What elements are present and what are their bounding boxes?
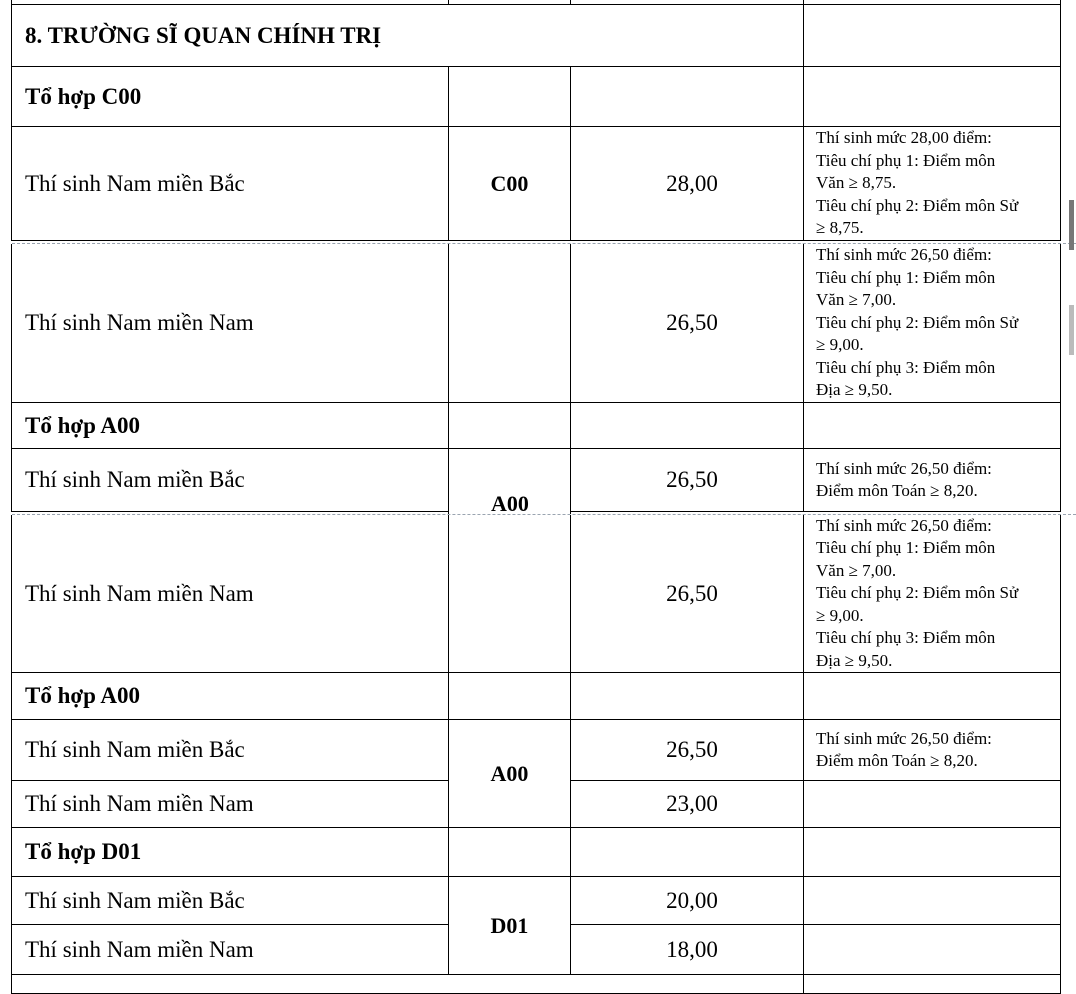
empty-cell — [448, 515, 571, 673]
group-heading: Tổ hợp C00 — [11, 66, 449, 127]
empty-cell — [570, 66, 804, 127]
note-line: ≥ 9,00. — [816, 605, 864, 625]
scrollbar-mark — [1069, 305, 1074, 355]
note-line: Tiêu chí phụ 2: Điểm môn Sử — [816, 583, 1019, 603]
note-line: Văn ≥ 7,00. — [816, 560, 897, 580]
note-line: Văn ≥ 7,00. — [816, 290, 897, 310]
group-heading: Tổ hợp A00 — [11, 402, 449, 449]
note-line: Thí sinh mức 26,50 điểm: — [816, 458, 992, 478]
empty-cell — [803, 876, 1061, 925]
score: 26,50 — [570, 448, 804, 512]
empty-cell — [803, 780, 1061, 828]
empty-cell — [803, 924, 1061, 975]
empty-cell — [448, 827, 571, 877]
row-label: Thí sinh Nam miền Bắc — [11, 126, 449, 241]
scrollbar-mark — [1069, 200, 1074, 250]
row-label: Thí sinh Nam miền Bắc — [11, 876, 449, 925]
score: 20,00 — [570, 876, 804, 925]
score: 26,50 — [570, 719, 804, 781]
note-line: Thí sinh mức 28,00 điểm: — [816, 128, 992, 148]
empty-cell — [448, 402, 571, 449]
note-line: Điểm môn Toán ≥ 8,20. — [816, 751, 978, 770]
empty-cell — [803, 402, 1061, 449]
empty-cell — [448, 244, 571, 403]
note-cell — [803, 719, 1061, 781]
row-label: Thí sinh Nam miền Bắc — [11, 719, 449, 781]
note-line: Địa ≥ 9,50. — [816, 380, 893, 400]
note-cell — [803, 515, 1061, 673]
empty-cell — [570, 827, 804, 877]
note-line: Điểm môn Toán ≥ 8,20. — [816, 481, 978, 500]
row-label: Thí sinh Nam miền Nam — [11, 924, 449, 975]
section-title: 8. TRƯỜNG SĨ QUAN CHÍNH TRỊ — [11, 4, 804, 67]
score: 26,50 — [570, 515, 804, 673]
score: 28,00 — [570, 126, 804, 241]
next-row-cell — [803, 974, 1061, 994]
note-line: Tiêu chí phụ 2: Điểm môn Sử — [816, 312, 1019, 332]
combo-code: D01 — [448, 876, 571, 975]
empty-cell — [803, 672, 1061, 720]
empty-cell — [570, 402, 804, 449]
note-line: Văn ≥ 8,75. — [816, 173, 897, 193]
note-line: Thí sinh mức 26,50 điểm: — [816, 728, 992, 748]
score: 26,50 — [570, 244, 804, 403]
row-label: Thí sinh Nam miền Nam — [11, 515, 449, 673]
empty-cell — [803, 4, 1061, 67]
combo-code: A00 — [448, 719, 571, 828]
score: 23,00 — [570, 780, 804, 828]
row-label: Thí sinh Nam miền Nam — [11, 780, 449, 828]
note-cell — [803, 244, 1061, 403]
empty-cell — [448, 66, 571, 127]
empty-cell — [448, 672, 571, 720]
group-heading: Tổ hợp A00 — [11, 672, 449, 720]
empty-cell — [570, 672, 804, 720]
combo-code: A00 — [491, 491, 529, 516]
note-line: Tiêu chí phụ 3: Điểm môn — [816, 357, 996, 377]
row-label: Thí sinh Nam miền Bắc — [11, 448, 449, 512]
note-line: Tiêu chí phụ 2: Điểm môn Sử — [816, 195, 1019, 215]
note-cell — [803, 126, 1061, 241]
group-heading: Tổ hợp D01 — [11, 827, 449, 877]
note-cell — [803, 448, 1061, 512]
note-line: ≥ 8,75. — [816, 218, 864, 238]
note-line: Địa ≥ 9,50. — [816, 650, 893, 670]
note-line: Thí sinh mức 26,50 điểm: — [816, 245, 992, 265]
note-line: Tiêu chí phụ 1: Điểm môn — [816, 150, 996, 170]
row-label: Thí sinh Nam miền Nam — [11, 244, 449, 403]
note-line: Thí sinh mức 26,50 điểm: — [816, 515, 992, 535]
note-line: Tiêu chí phụ 1: Điểm môn — [816, 538, 996, 558]
empty-cell — [803, 827, 1061, 877]
next-row-cell — [11, 974, 804, 994]
note-line: Tiêu chí phụ 1: Điểm môn — [816, 267, 996, 287]
note-line: Tiêu chí phụ 3: Điểm môn — [816, 628, 996, 648]
empty-cell — [803, 66, 1061, 127]
score: 18,00 — [570, 924, 804, 975]
note-line: ≥ 9,00. — [816, 335, 864, 355]
combo-code: C00 — [448, 126, 571, 241]
